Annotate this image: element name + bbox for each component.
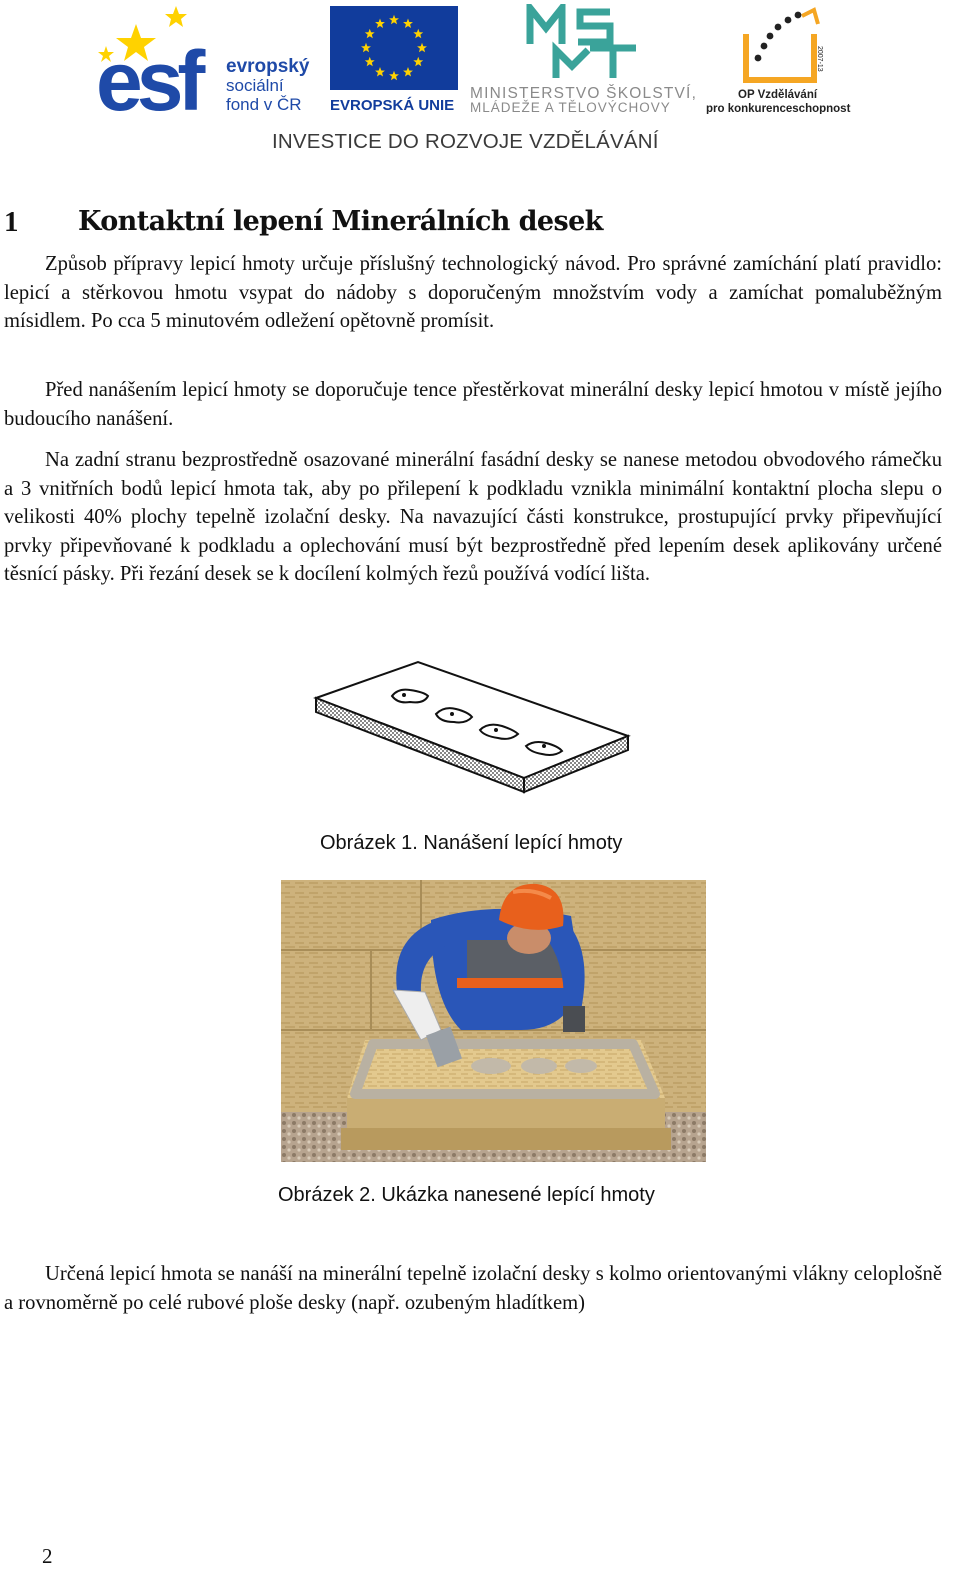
paragraph-pre-coat: Před nanášením lepicí hmoty se doporučuje tence přestěrkovat minerální desky lepicí hmotou v místě jejího budoucího nanášení. (4, 379, 942, 430)
heading-title: Kontaktní lepení Minerálních desek (78, 206, 603, 237)
esf-line-3: fond v ČR (226, 95, 302, 114)
msmt-logo (470, 4, 700, 114)
heading-number: 1 (4, 206, 19, 238)
page-number: 2 (42, 1544, 53, 1568)
adhesive-dab (471, 1058, 511, 1074)
esf-letters: esf (96, 34, 200, 114)
op-line-2: pro konkurenceschopnost (706, 103, 851, 114)
msmt-monogram-m (530, 8, 562, 44)
msmt-line-1: MINISTERSTVO ŠKOLSTVÍ, (470, 85, 698, 102)
msmt-monogram-s (578, 12, 610, 42)
adhesive-dab (565, 1059, 597, 1073)
esf-line-2: sociální (226, 76, 284, 95)
esf-logo (96, 6, 320, 114)
esf-star-small (165, 6, 187, 27)
eu-caption: EVROPSKÁ UNIE (330, 97, 455, 114)
esf-line-1: evropský (226, 56, 310, 77)
figure-board-adhesive-drawing (300, 628, 660, 806)
op-years: 2007-13 (816, 46, 823, 72)
paragraph-full-surface: Určená lepicí hmota se nanáší na minerální tepelně izolační desky s kolmo orientovanými vlákny celoplošně a rovnoměrně po celé rubové ploše desky (např. ozubeným hladítkem) (4, 1263, 942, 1314)
figure-worker-photo (281, 880, 706, 1162)
paragraph-application: Na zadní stranu bezprostředně osazované minerální fasádní desky se nanese metodou obvodového rámečku a 3 vnitřních bodů lepicí hmota tak, aby po přilepení k podkladu vznikla minimální kontaktní plocha slepu o velikosti 40% plochy tepelně izolační desky. Na navazující části konstrukce, prostupující prvky připevňující prvky připevňované k podkladu a oplechování musí být bezprostředně před lepením desek aplikovány určené těsnící pásky. Při řezání desek se k docílení kolmých řezů používá vodící lišta. (4, 449, 942, 586)
eu-logo (330, 6, 462, 114)
header-banner: INVESTICE DO ROZVOJE VZDĚLÁVÁNÍ (272, 130, 659, 153)
figure-1-caption: Obrázek 1. Nanášení lepící hmoty (320, 832, 623, 854)
op-line-1: OP Vzdělávání (738, 89, 818, 101)
msmt-monogram-t (590, 48, 636, 78)
board-lower (341, 1128, 671, 1150)
op-arrow (802, 10, 818, 24)
msmt-monogram-m2 (556, 50, 588, 78)
adhesive-dab (521, 1058, 557, 1074)
figure-2-caption: Obrázek 2. Ukázka nanesené lepící hmoty (278, 1184, 655, 1206)
board-side (347, 1098, 665, 1128)
msmt-line-2: MLÁDEŽE A TĚLOVÝCHOVY (470, 100, 671, 114)
op-vzdelavani-logo (706, 6, 856, 114)
section-heading (4, 206, 944, 246)
worker-vest-stripe (457, 978, 575, 988)
paragraph-mixing: Způsob přípravy lepicí hmoty určuje příslušný technologický návod. Pro správné zamíchání platí pravidlo: lepicí a stěrkovou hmotu vsypat do nádoby s doporučeným množstvím vody a zamíchat pomaluběžným mísidlem. Po cca 5 minutovém odležení opětovně promísit. (4, 253, 942, 333)
worker-right-glove (563, 1006, 585, 1032)
